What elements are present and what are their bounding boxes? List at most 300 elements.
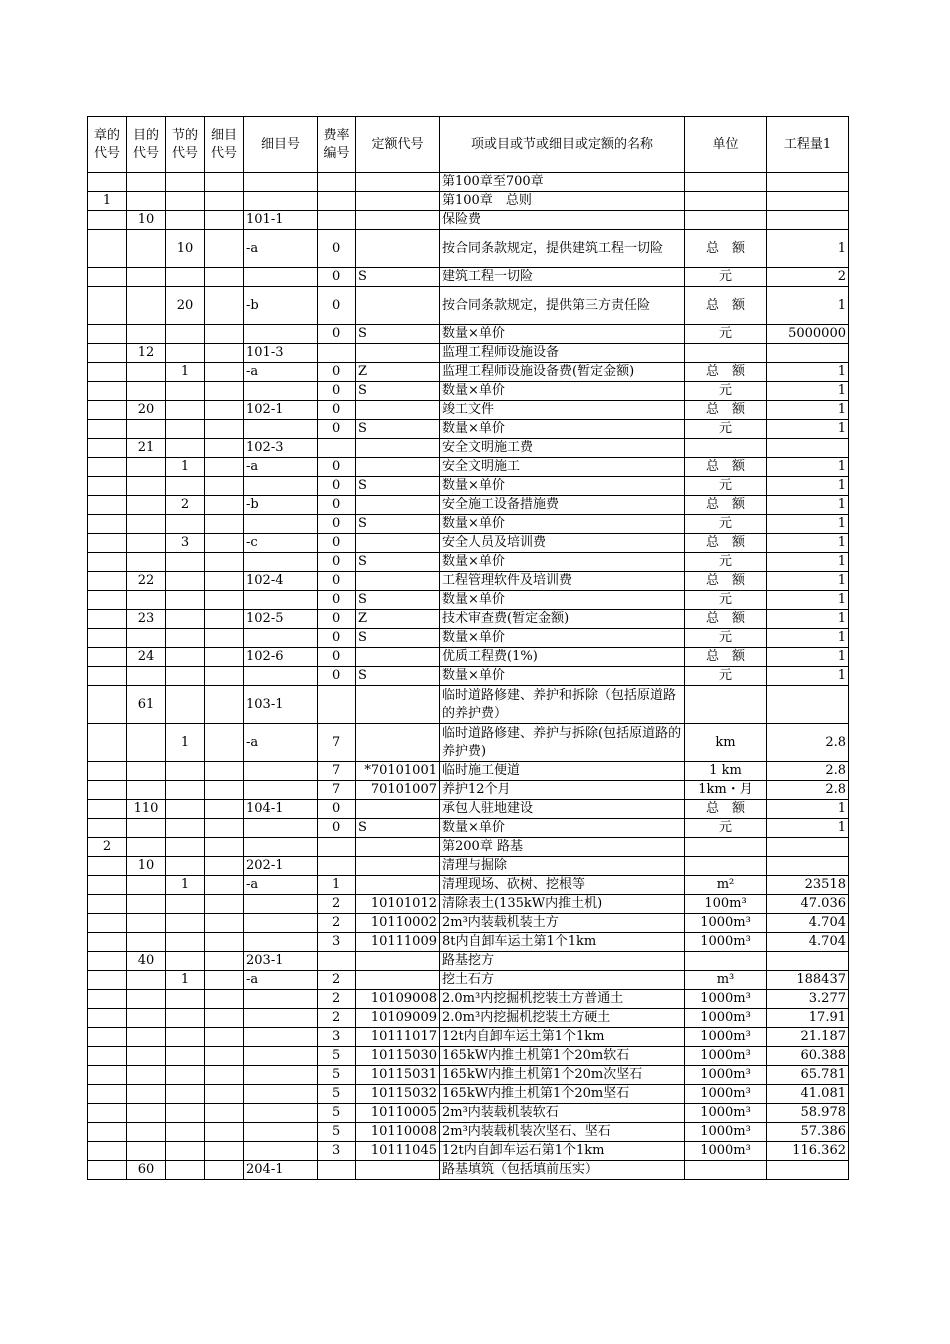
- cell-unit: km: [685, 724, 767, 762]
- cell-name: 竣工文件: [440, 401, 685, 420]
- cell-subitem-code: [205, 895, 244, 914]
- cell-item-code: 22: [127, 572, 166, 591]
- cell-subitem-code: [205, 857, 244, 876]
- cell-item-code: [127, 1104, 166, 1123]
- table-row: [88, 382, 849, 401]
- cell-detail-number: -a: [244, 876, 318, 895]
- cell-chapter-code: [88, 1066, 127, 1085]
- cell-chapter-code: [88, 1028, 127, 1047]
- cell-unit: 总 额: [685, 572, 767, 591]
- table-row: [88, 857, 849, 876]
- cell-quantity: 1: [767, 667, 849, 686]
- cell-chapter-code: [88, 933, 127, 952]
- cell-item-code: [127, 382, 166, 401]
- table-row: [88, 952, 849, 971]
- cell-fee-rate: 0: [318, 572, 356, 591]
- cell-fee-rate: 0: [318, 515, 356, 534]
- cell-item-code: [127, 724, 166, 762]
- cell-quantity: 2.8: [767, 724, 849, 762]
- cell-detail-number: 101-3: [244, 344, 318, 363]
- cell-fee-rate: 0: [318, 667, 356, 686]
- cell-unit: [685, 173, 767, 192]
- cell-quota-code: 10101012: [356, 895, 440, 914]
- cell-unit: 元: [685, 591, 767, 610]
- cell-quota-code: [356, 648, 440, 667]
- cell-quota-code: [356, 838, 440, 857]
- cell-quantity: [767, 173, 849, 192]
- cell-detail-number: [244, 1009, 318, 1028]
- cell-subitem-code: [205, 1104, 244, 1123]
- cell-detail-number: -a: [244, 724, 318, 762]
- cell-section-code: 1: [166, 971, 205, 990]
- cell-unit: 1000m³: [685, 933, 767, 952]
- cell-subitem-code: [205, 610, 244, 629]
- cell-section-code: [166, 420, 205, 439]
- cell-name: 清理与掘除: [440, 857, 685, 876]
- cell-subitem-code: [205, 591, 244, 610]
- cell-unit: [685, 211, 767, 230]
- cell-fee-rate: 0: [318, 477, 356, 496]
- cell-item-code: 40: [127, 952, 166, 971]
- cell-unit: 1000m³: [685, 1142, 767, 1161]
- cell-unit: 元: [685, 553, 767, 572]
- table-row: [88, 1161, 849, 1180]
- table-row: [88, 1123, 849, 1142]
- cell-name: 养护12个月: [440, 781, 685, 800]
- cell-section-code: [166, 857, 205, 876]
- cell-quantity: 1: [767, 610, 849, 629]
- table-row: [88, 724, 849, 762]
- cell-item-code: [127, 1142, 166, 1161]
- cell-detail-number: 102-3: [244, 439, 318, 458]
- cell-chapter-code: [88, 1161, 127, 1180]
- cell-unit: 总 额: [685, 458, 767, 477]
- cell-item-code: [127, 971, 166, 990]
- cell-fee-rate: [318, 173, 356, 192]
- cell-subitem-code: [205, 648, 244, 667]
- cell-chapter-code: [88, 800, 127, 819]
- cell-chapter-code: [88, 1104, 127, 1123]
- cell-section-code: [166, 439, 205, 458]
- cell-quantity: [767, 857, 849, 876]
- table-row: [88, 971, 849, 990]
- cell-item-code: [127, 1085, 166, 1104]
- cell-fee-rate: 0: [318, 648, 356, 667]
- cell-name: 临时道路修建、养护与拆除(包括原道路的养护费): [440, 724, 685, 762]
- table-row: [88, 648, 849, 667]
- cell-subitem-code: [205, 553, 244, 572]
- cell-section-code: 20: [166, 287, 205, 325]
- cell-detail-number: -a: [244, 363, 318, 382]
- cell-quantity: 1: [767, 534, 849, 553]
- cell-detail-number: [244, 1066, 318, 1085]
- cell-unit: 元: [685, 382, 767, 401]
- cell-quota-code: Z: [356, 363, 440, 382]
- cell-section-code: [166, 800, 205, 819]
- cell-quantity: [767, 838, 849, 857]
- cell-detail-number: -b: [244, 496, 318, 515]
- table-row: [88, 363, 849, 382]
- cell-detail-number: 102-1: [244, 401, 318, 420]
- cell-detail-number: [244, 477, 318, 496]
- cell-name: 清除表土(135kW内推土机): [440, 895, 685, 914]
- cell-fee-rate: 0: [318, 534, 356, 553]
- cell-quota-code: 10111009: [356, 933, 440, 952]
- cell-unit: 总 额: [685, 648, 767, 667]
- cell-name: 按合同条款规定，提供第三方责任险: [440, 287, 685, 325]
- table-row: [88, 990, 849, 1009]
- cell-quota-code: [356, 876, 440, 895]
- cell-detail-number: [244, 629, 318, 648]
- table-row: [88, 534, 849, 553]
- cell-fee-rate: 0: [318, 230, 356, 268]
- cell-fee-rate: 0: [318, 287, 356, 325]
- cell-name: 2m³内装载机装土方: [440, 914, 685, 933]
- cell-subitem-code: [205, 1047, 244, 1066]
- table-row: [88, 344, 849, 363]
- cell-fee-rate: [318, 439, 356, 458]
- header-section-code: 节的代号: [166, 117, 205, 173]
- cell-quota-code: 10115032: [356, 1085, 440, 1104]
- cell-chapter-code: [88, 819, 127, 838]
- cell-item-code: 61: [127, 686, 166, 724]
- cell-quota-code: [356, 230, 440, 268]
- table-row: [88, 1047, 849, 1066]
- cell-subitem-code: [205, 211, 244, 230]
- cell-fee-rate: [318, 192, 356, 211]
- cell-fee-rate: 3: [318, 933, 356, 952]
- cell-unit: [685, 952, 767, 971]
- table-row: [88, 629, 849, 648]
- cell-detail-number: [244, 591, 318, 610]
- table-row: [88, 762, 849, 781]
- cell-fee-rate: 0: [318, 591, 356, 610]
- cell-chapter-code: [88, 230, 127, 268]
- cell-fee-rate: 5: [318, 1047, 356, 1066]
- cell-name: 数量×单价: [440, 667, 685, 686]
- cell-chapter-code: [88, 173, 127, 192]
- table-row: [88, 933, 849, 952]
- cell-chapter-code: [88, 401, 127, 420]
- cell-detail-number: 103-1: [244, 686, 318, 724]
- cell-detail-number: [244, 420, 318, 439]
- cell-subitem-code: [205, 439, 244, 458]
- cell-item-code: [127, 591, 166, 610]
- cell-name: 165kW内推土机第1个20m坚石: [440, 1085, 685, 1104]
- cell-unit: 1000m³: [685, 1066, 767, 1085]
- cell-name: 按合同条款规定，提供建筑工程一切险: [440, 230, 685, 268]
- cell-chapter-code: [88, 914, 127, 933]
- cell-quantity: 1: [767, 458, 849, 477]
- table-row: [88, 667, 849, 686]
- cell-quantity: 2.8: [767, 781, 849, 800]
- cell-name: 165kW内推土机第1个20m软石: [440, 1047, 685, 1066]
- table-row: [88, 610, 849, 629]
- cell-quantity: 21.187: [767, 1028, 849, 1047]
- cell-chapter-code: [88, 363, 127, 382]
- table-row: [88, 192, 849, 211]
- cell-subitem-code: [205, 800, 244, 819]
- table-row: [88, 914, 849, 933]
- cell-fee-rate: [318, 838, 356, 857]
- cell-section-code: [166, 667, 205, 686]
- cell-subitem-code: [205, 990, 244, 1009]
- cell-section-code: 1: [166, 363, 205, 382]
- table-row: [88, 1066, 849, 1085]
- cell-subitem-code: [205, 724, 244, 762]
- cell-fee-rate: 3: [318, 1028, 356, 1047]
- cell-unit: 1000m³: [685, 914, 767, 933]
- cell-quota-code: [356, 952, 440, 971]
- header-quantity: 工程量1: [767, 117, 849, 173]
- cell-item-code: [127, 914, 166, 933]
- cell-section-code: [166, 515, 205, 534]
- cell-detail-number: 102-5: [244, 610, 318, 629]
- cell-section-code: [166, 192, 205, 211]
- cell-item-code: [127, 819, 166, 838]
- cell-section-code: [166, 382, 205, 401]
- cell-quantity: 1: [767, 477, 849, 496]
- cell-quantity: [767, 211, 849, 230]
- cell-detail-number: [244, 914, 318, 933]
- cell-subitem-code: [205, 458, 244, 477]
- cell-quantity: 5000000: [767, 325, 849, 344]
- cell-subitem-code: [205, 1028, 244, 1047]
- cell-unit: 元: [685, 268, 767, 287]
- cell-chapter-code: [88, 971, 127, 990]
- cell-section-code: 10: [166, 230, 205, 268]
- cell-quota-code: 70101007: [356, 781, 440, 800]
- cell-section-code: 1: [166, 458, 205, 477]
- cell-subitem-code: [205, 534, 244, 553]
- cell-fee-rate: 1: [318, 876, 356, 895]
- cell-unit: [685, 344, 767, 363]
- cell-subitem-code: [205, 477, 244, 496]
- table-row: [88, 1104, 849, 1123]
- cell-subitem-code: [205, 572, 244, 591]
- cell-subitem-code: [205, 971, 244, 990]
- cell-unit: 元: [685, 819, 767, 838]
- cell-detail-number: [244, 173, 318, 192]
- cell-unit: 元: [685, 629, 767, 648]
- table-row: [88, 572, 849, 591]
- cell-chapter-code: [88, 857, 127, 876]
- cell-quantity: 1: [767, 401, 849, 420]
- cell-quota-code: [356, 572, 440, 591]
- cell-name: 工程管理软件及培训费: [440, 572, 685, 591]
- cell-quantity: 23518: [767, 876, 849, 895]
- cell-quantity: [767, 192, 849, 211]
- cell-item-code: 24: [127, 648, 166, 667]
- cell-section-code: [166, 1123, 205, 1142]
- cell-unit: m³: [685, 971, 767, 990]
- cell-quota-code: Z: [356, 610, 440, 629]
- cell-chapter-code: [88, 1085, 127, 1104]
- cell-chapter-code: [88, 591, 127, 610]
- cell-fee-rate: [318, 1161, 356, 1180]
- cell-item-code: [127, 534, 166, 553]
- cell-detail-number: [244, 895, 318, 914]
- cell-item-code: 60: [127, 1161, 166, 1180]
- cell-detail-number: 203-1: [244, 952, 318, 971]
- cell-detail-number: -b: [244, 287, 318, 325]
- cell-fee-rate: [318, 857, 356, 876]
- cell-fee-rate: [318, 952, 356, 971]
- cell-item-code: [127, 990, 166, 1009]
- table-row: [88, 553, 849, 572]
- cell-subitem-code: [205, 838, 244, 857]
- cell-item-code: [127, 933, 166, 952]
- cell-unit: [685, 857, 767, 876]
- cell-quota-code: S: [356, 629, 440, 648]
- cell-quantity: 116.362: [767, 1142, 849, 1161]
- table-row: [88, 420, 849, 439]
- cell-fee-rate: 0: [318, 363, 356, 382]
- cell-unit: m²: [685, 876, 767, 895]
- cell-chapter-code: [88, 629, 127, 648]
- cell-item-code: [127, 515, 166, 534]
- cell-quota-code: S: [356, 325, 440, 344]
- cell-name: 12t内自卸车运石第1个1km: [440, 1142, 685, 1161]
- cell-item-code: [127, 895, 166, 914]
- cell-quantity: 2.8: [767, 762, 849, 781]
- cell-chapter-code: [88, 439, 127, 458]
- cell-name: 数量×单价: [440, 325, 685, 344]
- cell-chapter-code: [88, 211, 127, 230]
- cell-fee-rate: 7: [318, 724, 356, 762]
- cell-section-code: [166, 1028, 205, 1047]
- cell-detail-number: 101-1: [244, 211, 318, 230]
- cell-quantity: 41.081: [767, 1085, 849, 1104]
- cell-name: 165kW内推土机第1个20m次坚石: [440, 1066, 685, 1085]
- cell-section-code: [166, 838, 205, 857]
- cell-fee-rate: 0: [318, 496, 356, 515]
- cell-subitem-code: [205, 914, 244, 933]
- cell-chapter-code: [88, 724, 127, 762]
- cell-name: 数量×单价: [440, 591, 685, 610]
- cell-unit: 总 额: [685, 230, 767, 268]
- cell-name: 安全文明施工费: [440, 439, 685, 458]
- cell-section-code: [166, 914, 205, 933]
- cell-name: 2m³内装载机装次坚石、坚石: [440, 1123, 685, 1142]
- cell-section-code: [166, 401, 205, 420]
- cell-chapter-code: [88, 572, 127, 591]
- cell-item-code: [127, 876, 166, 895]
- cell-section-code: [166, 268, 205, 287]
- cell-fee-rate: 0: [318, 553, 356, 572]
- cell-subitem-code: [205, 363, 244, 382]
- cell-item-code: 12: [127, 344, 166, 363]
- cell-section-code: [166, 952, 205, 971]
- cell-detail-number: [244, 1028, 318, 1047]
- cell-chapter-code: [88, 895, 127, 914]
- cell-unit: 总 额: [685, 496, 767, 515]
- cell-quota-code: [356, 458, 440, 477]
- cell-detail-number: 104-1: [244, 800, 318, 819]
- cell-quota-code: [356, 857, 440, 876]
- cell-detail-number: [244, 1123, 318, 1142]
- cell-quantity: 4.704: [767, 914, 849, 933]
- cell-item-code: [127, 1066, 166, 1085]
- header-row: [88, 117, 849, 173]
- cell-chapter-code: [88, 1047, 127, 1066]
- cell-quota-code: [356, 800, 440, 819]
- cell-item-code: 10: [127, 857, 166, 876]
- cell-subitem-code: [205, 1009, 244, 1028]
- cell-quota-code: 10115030: [356, 1047, 440, 1066]
- cell-quantity: [767, 686, 849, 724]
- cell-section-code: [166, 1142, 205, 1161]
- cell-chapter-code: [88, 686, 127, 724]
- cell-fee-rate: 0: [318, 800, 356, 819]
- quantity-table: [87, 116, 849, 1180]
- table-row: [88, 401, 849, 420]
- cell-fee-rate: 2: [318, 914, 356, 933]
- cell-name: 建筑工程一切险: [440, 268, 685, 287]
- cell-quantity: 1: [767, 230, 849, 268]
- cell-unit: 1000m³: [685, 1085, 767, 1104]
- cell-name: 安全人员及培训费: [440, 534, 685, 553]
- cell-detail-number: -a: [244, 971, 318, 990]
- cell-quota-code: *70101001: [356, 762, 440, 781]
- cell-unit: 元: [685, 667, 767, 686]
- cell-chapter-code: [88, 287, 127, 325]
- cell-detail-number: 202-1: [244, 857, 318, 876]
- cell-subitem-code: [205, 762, 244, 781]
- cell-subitem-code: [205, 420, 244, 439]
- cell-fee-rate: 0: [318, 382, 356, 401]
- cell-fee-rate: [318, 344, 356, 363]
- cell-unit: [685, 192, 767, 211]
- cell-quota-code: S: [356, 420, 440, 439]
- cell-name: 数量×单价: [440, 477, 685, 496]
- cell-quantity: 1: [767, 420, 849, 439]
- cell-name: 承包人驻地建设: [440, 800, 685, 819]
- cell-name: 临时道路修建、养护和拆除（包括原道路的养护费）: [440, 686, 685, 724]
- cell-chapter-code: [88, 382, 127, 401]
- table-row: [88, 268, 849, 287]
- cell-chapter-code: [88, 762, 127, 781]
- cell-detail-number: -a: [244, 458, 318, 477]
- cell-item-code: [127, 762, 166, 781]
- cell-unit: [685, 686, 767, 724]
- cell-subitem-code: [205, 515, 244, 534]
- cell-subitem-code: [205, 781, 244, 800]
- cell-unit: 元: [685, 515, 767, 534]
- cell-detail-number: [244, 781, 318, 800]
- cell-fee-rate: 2: [318, 990, 356, 1009]
- cell-detail-number: [244, 933, 318, 952]
- cell-detail-number: [244, 819, 318, 838]
- cell-subitem-code: [205, 629, 244, 648]
- cell-fee-rate: 5: [318, 1123, 356, 1142]
- cell-item-code: [127, 420, 166, 439]
- cell-quota-code: 10109009: [356, 1009, 440, 1028]
- cell-name: 第100章至700章: [440, 173, 685, 192]
- header-chapter-code: 章的代号: [88, 117, 127, 173]
- cell-unit: 1000m³: [685, 990, 767, 1009]
- cell-section-code: 3: [166, 534, 205, 553]
- cell-quota-code: 10110002: [356, 914, 440, 933]
- cell-fee-rate: 0: [318, 629, 356, 648]
- cell-section-code: [166, 686, 205, 724]
- cell-section-code: [166, 477, 205, 496]
- table-row: [88, 211, 849, 230]
- cell-name: 挖土石方: [440, 971, 685, 990]
- cell-item-code: [127, 496, 166, 515]
- cell-quota-code: 10109008: [356, 990, 440, 1009]
- cell-quantity: 17.91: [767, 1009, 849, 1028]
